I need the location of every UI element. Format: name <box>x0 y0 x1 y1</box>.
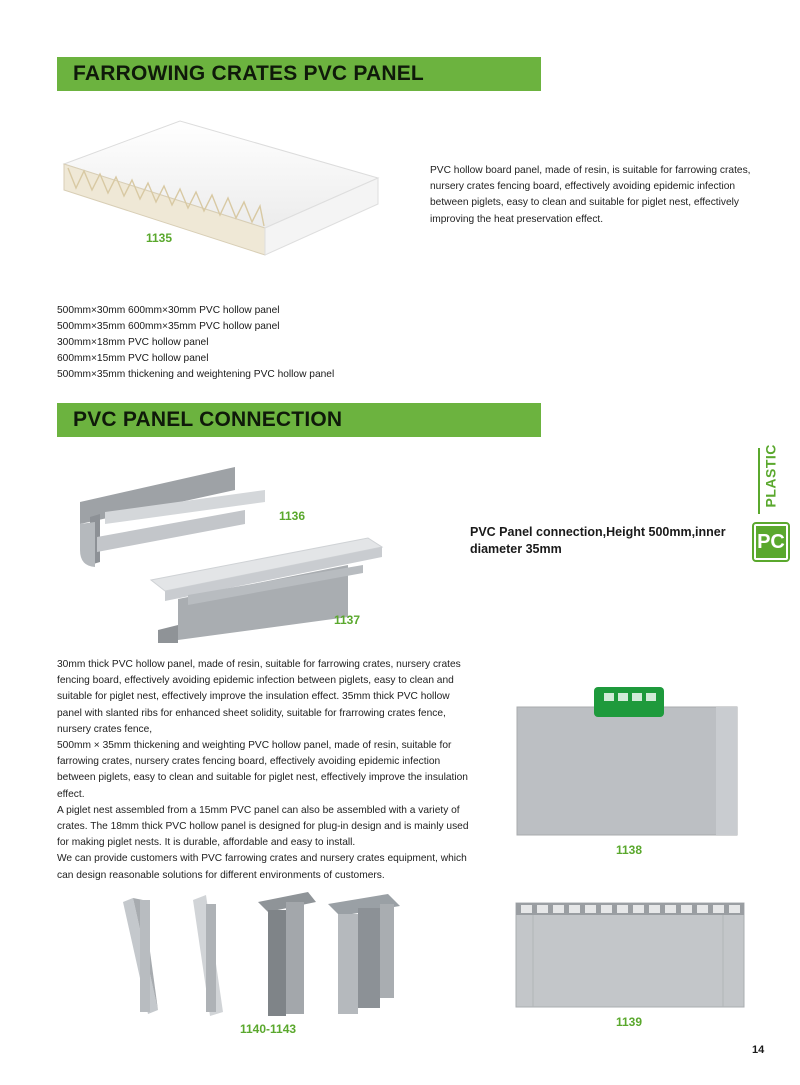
page-number: 14 <box>752 1044 765 1056</box>
straight-connector-image <box>148 535 386 645</box>
spec-item: 600mm×15mm PVC hollow panel <box>57 353 209 364</box>
product-code-1136: 1136 <box>279 509 306 523</box>
body-paragraph: A piglet nest assembled from a 15mm PVC panel can also be assembled with a variety of crates. The 18mm thick PVC hollow panel is designed for plug-in design and is mainly used for making piglet nests. It is durable, affordable and easy to install. <box>57 804 469 849</box>
product-code-1140-1143: 1140-1143 <box>240 1022 297 1036</box>
category-badge <box>752 522 790 562</box>
panel-description: PVC hollow board panel, made of resin, is suitable for farrowing crates, nursery crates fencing board, effectively avoiding epidemic infection between piglets, easy to clean and suitable for piglet nest, effectively improving the heat preservation effect. <box>430 165 751 225</box>
panel-with-handle-image <box>512 685 744 840</box>
connector-profiles-image <box>118 890 408 1020</box>
spec-item: 500mm×35mm thickening and weightening PVC hollow panel <box>57 369 335 380</box>
spec-item: 300mm×18mm PVC hollow panel <box>57 337 209 348</box>
hollow-panel-front-image <box>513 900 748 1012</box>
spec-item: 500mm×35mm 600mm×35mm PVC hollow panel <box>57 321 280 332</box>
spec-item: 500mm×30mm 600mm×30mm PVC hollow panel <box>57 305 280 316</box>
category-badge-text: PC <box>756 526 786 558</box>
body-paragraph: 500mm × 35mm thickening and weighting PVC hollow panel, made of resin, suitable for farrowing crates, nursery crates fencing board, effectively avoiding epidemic infection between piglets, easy to clean and suitable for piglet nest, effectively improve the insulation effect. <box>57 740 468 800</box>
pvc-hollow-panel-image <box>60 118 390 263</box>
spec-list <box>57 303 334 383</box>
body-paragraph: We can provide customers with PVC farrowing crates and nursery crates equipment, which can design reasonable solutions for different environments of customers. <box>57 853 467 881</box>
product-code-1137: 1137 <box>334 613 361 627</box>
product-code-1138: 1138 <box>616 843 643 857</box>
body-paragraph: 30mm thick PVC hollow panel, made of resin, suitable for farrowing crates, nursery crates fencing board, effectively avoiding epidemic infection between piglets, easy to clean and suitable for piglet nest, effectively improve the insulation effect. 35mm thick PVC hollow panel with slanted ribs for enhanced sheet solidity, suitable for frarrowing crates fence, nursery crates fence, <box>57 659 461 735</box>
body-text <box>57 657 477 884</box>
category-label: PLASTIC <box>762 444 779 508</box>
connection-description: PVC Panel connection,Height 500mm,inner diameter 35mm <box>470 525 726 556</box>
product-code-1135: 1135 <box>146 231 173 245</box>
section-title-panel-connection: PVC PANEL CONNECTION <box>57 403 541 437</box>
side-divider <box>758 448 760 514</box>
section-title-farrowing-panel: FARROWING CRATES PVC PANEL <box>57 57 541 91</box>
product-code-1139: 1139 <box>616 1015 643 1029</box>
